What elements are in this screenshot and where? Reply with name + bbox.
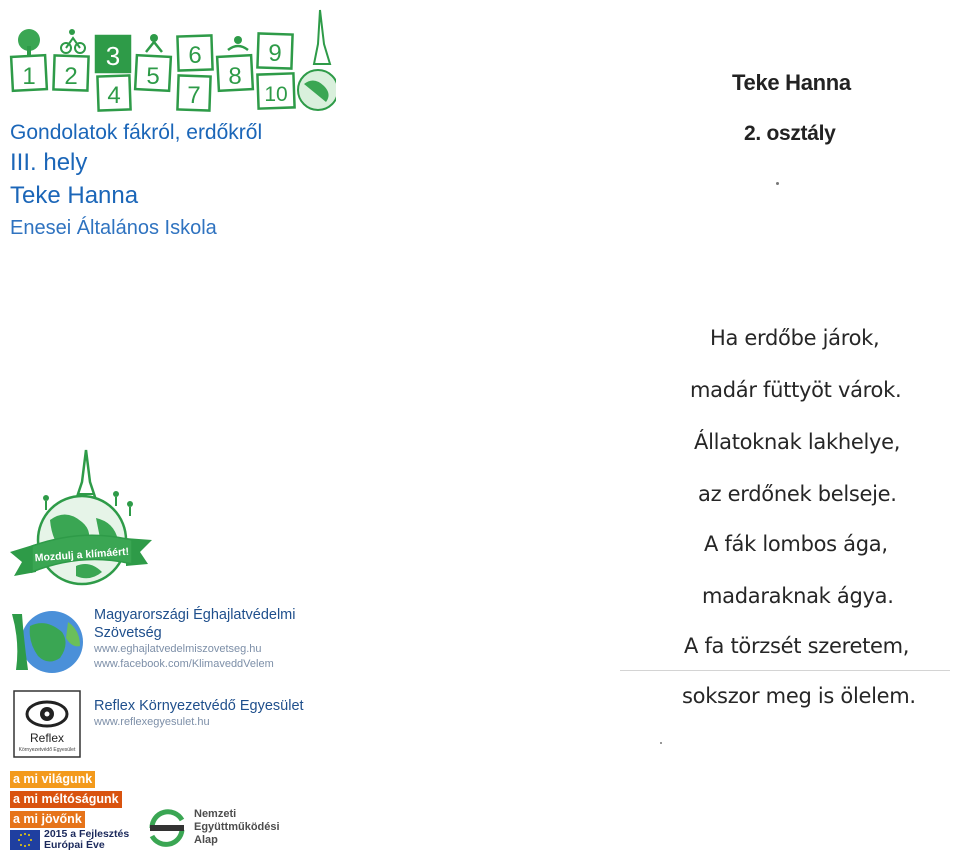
scan-fold-line (620, 670, 950, 671)
reflex-logo-text: Reflex (29, 731, 65, 745)
org-reflex (8, 688, 338, 760)
poem-line-6: madaraknak ágya. (702, 584, 894, 608)
nemzeti-egyuttmukodesi-alap-logo (146, 804, 296, 852)
org2-website-link[interactable]: www.reflexegyesulet.hu (94, 716, 210, 728)
logo-number-7: 7 (187, 82, 201, 109)
eu-flag-icon (10, 830, 40, 850)
slogan-world: a mi világunk (10, 771, 95, 788)
org1-website-link[interactable]: www.eghajlatvedelmiszovetseg.hu (94, 643, 262, 655)
reflex-eye-icon (10, 690, 88, 758)
logo-number-5: 5 (146, 63, 160, 90)
logo-number-1: 1 (22, 63, 36, 90)
reflex-logo-subtext: Környezetvédő Egyesület (18, 747, 76, 753)
globe-icon (6, 448, 156, 590)
number-grid-icon (6, 4, 336, 112)
nea-line1: Nemzeti (194, 808, 237, 820)
poem-line-5: A fák lombos ága, (704, 532, 888, 556)
placement: III. hely (10, 149, 88, 177)
author-name: Teke Hanna (10, 182, 139, 210)
sheet-student-name: Teke Hanna (732, 70, 851, 95)
org1-facebook-link[interactable]: www.facebook.com/KlimaveddVelem (94, 658, 274, 670)
eu-text-line1: 2015 a Fejlesztés (44, 828, 130, 840)
org2-name: Reflex Környezetvédő Egyesület (94, 698, 304, 714)
org1-name-line1: Magyarországi Éghajlatvédelmi (94, 607, 296, 623)
nea-line3: Alap (194, 834, 218, 846)
campaign-number-logo (6, 4, 336, 112)
scan-speck-2 (660, 742, 662, 744)
nea-line2: Együttműködési (194, 821, 280, 833)
logo-number-9: 9 (268, 40, 282, 67)
entry-heading (10, 120, 330, 241)
poem-line-2: madár füttyöt várok. (690, 378, 902, 402)
slogan-future: a mi jövőnk (10, 811, 85, 828)
logo-number-10: 10 (264, 83, 288, 106)
eu-text-line2: Európai Éve (44, 839, 105, 851)
nea-logo-icon (146, 806, 188, 850)
scan-speck (776, 182, 779, 185)
contest-title: Gondolatok fákról, erdőkről (10, 121, 263, 144)
sheet-class: 2. osztály (744, 122, 836, 145)
poem-line-8: sokszor meg is ölelem. (682, 684, 916, 708)
logo-number-4: 4 (107, 82, 121, 109)
logo-number-3: 3 (105, 41, 121, 71)
slogan-stack (10, 771, 122, 831)
poem-line-4: az erdőnek belseje. (698, 482, 897, 506)
logo-number-2: 2 (64, 63, 78, 90)
org1-name-line2: Szövetség (94, 625, 162, 641)
poem-line-3: Állatoknak lakhelye, (694, 430, 901, 454)
ribbon-text: Mozdulj a klímáért! (34, 545, 130, 565)
poem-line-1: Ha erdőbe járok, (710, 326, 880, 350)
mozdulj-campaign-logo (6, 448, 156, 590)
logo-number-8: 8 (228, 63, 242, 90)
poem-line-7: A fa törzsét szeretem, (684, 634, 910, 658)
org-eghajlatvedelmi (8, 606, 338, 678)
logo-number-6: 6 (188, 42, 202, 69)
school-name: Enesei Általános Iskola (10, 217, 217, 240)
eu-development-year (10, 828, 150, 852)
climate-globe-icon (10, 608, 88, 676)
slogan-dignity: a mi méltóságunk (10, 791, 122, 808)
